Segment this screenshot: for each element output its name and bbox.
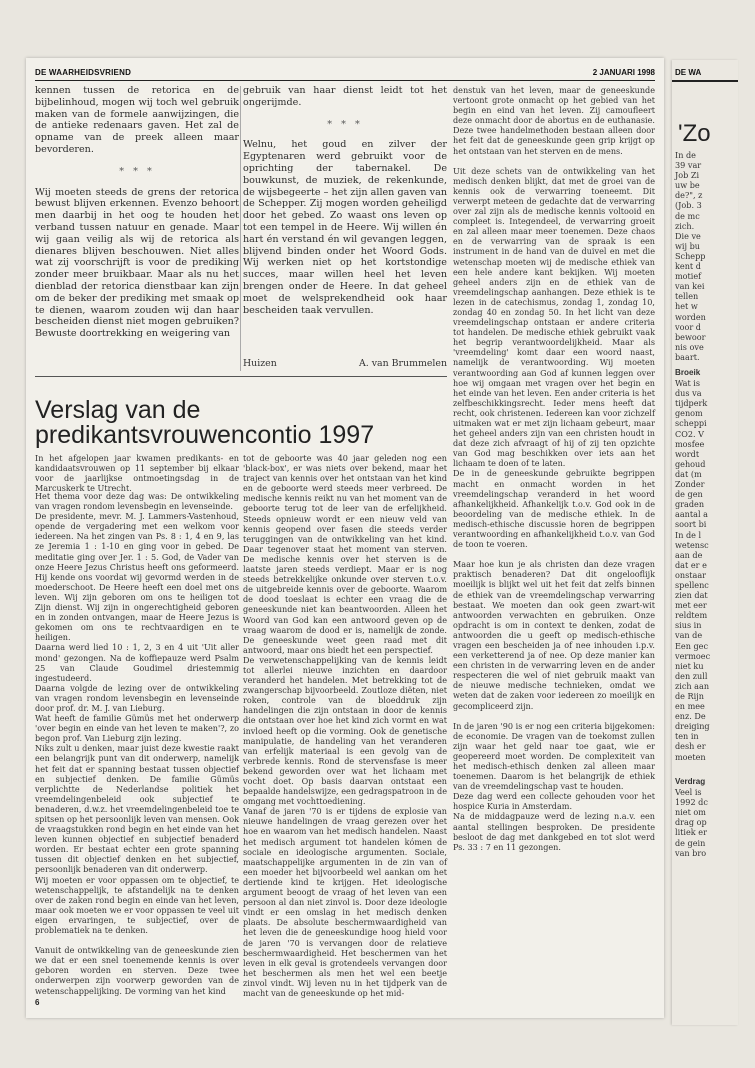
paragraph: Daarna volgde de lezing over de ontwikkeling van vragen rondom levensbegin en levenseinde door prof. dr. M. J. van Lieburg. [35,682,239,713]
text-line: worden [675,311,706,322]
paragraph: Daarna werd lied 10 : 1, 2, 3 en 4 uit 'Uit aller mond' gezongen. Na de koffiepauze werd Psalm 25 van Claude Goudimel driestemmig ingestudeerd. [35,642,239,683]
text-line: desh er [675,741,706,752]
text-line: mosfee [675,438,705,449]
article-column-1 [35,491,239,996]
paragraph: gebruik van haar dienst leidt tot het ongerijmde. [243,85,447,108]
text-line: gehoud [675,458,706,469]
text-line: aan de [675,549,703,560]
section-heading: Broeik [675,368,701,377]
text-line: met eer [675,600,707,611]
text-line: motief [675,271,702,282]
issue-date: 2 JANUARI 1998 [592,68,655,77]
text-line: litiek er [675,827,707,838]
text-line: soort bi [675,519,707,530]
section-heading: Verdrag [675,777,706,786]
text-line: graden [675,499,705,510]
publication-name: DE WAARHEIDSVRIEND [35,68,132,77]
paragraph: Na de middagpauze werd de lezing n.a.v. een aantal stellingen besproken. De presidente besloot de dag met dankgebed en tot slot werd Ps. 33 : 7 en 11 gezongen. [453,811,655,852]
text-line: kent d [675,261,701,272]
column-rule [240,86,241,371]
text-line: (Job. 3 [675,200,702,211]
text-line: ten in [675,731,699,742]
text-line: nis ove [675,341,704,352]
text-line: en mee [675,701,705,712]
text-line: de gen [675,489,703,500]
header-rule [672,80,738,82]
signature-author: A. van Brummelen [359,358,447,369]
text-line: dat (m [675,468,702,479]
text-line: wordt [675,448,700,459]
text-line: onstaar [675,569,707,580]
paragraph: kennen tussen de retorica en de bijbelinhoud, mogen wij toch wel gebruik maken van de formele aanwijzingen, die de antieke redenaars gaven. Het zal de opname van de preek alleen maar bevorderen. [35,85,239,155]
article-column-3 [453,85,655,852]
text-line: dus va [675,388,702,399]
text-line: Een gec [675,640,708,651]
paragraph: De presidente, mevr. M. J. Lammers-Vastenhoud, opende de vergadering met een welkom voor iedereen. Na het zingen van Ps. 8 : 1, 4 en 9, las ze Jeremia 1 : 1-10 en ging voor in gebed. De meditatie ging over Jer. 1 : 5. God, de Vader van onze Heere Jezus Christus heeft ons geformeerd. Hij kende ons voordat wij gevormd werden in de moederschoot. De Heere heeft een doel met ons leven. Wij zijn geboren om ons te heiligen tot Zijn dienst. Wij zijn in ongerechtigheid geboren en in zonden ontvangen, maar de Heere Jezus is gekomen om ons te rechtvaardigen en te heiligen. [35,511,239,643]
text-line: niet om [675,807,706,818]
next-page-title: 'Zo [678,120,711,147]
text-line: de?", z [675,190,703,201]
page-header [35,68,655,81]
paragraph: Niks zult u denken, maar juist deze kwestie raakt een belangrijk punt van dit onderwerp, namelijk het feit dat er spanning bestaat tussen objectief en subjectief denken. De familie Gümüs verplichtte de Nederlandse politiek het vreemdelingenbeleid ook subjectief te benaderen, d.w.z. het vreemdelingenbeleid toe te spitsen op het persoonlijk leven van mensen. Ook de vraagstukken rond begin en het einde van het leven kunnen objectief en subjectief benaderd worden. Er bestaat echter een grote spanning tussen dit objectief denken en het subjectief, persoonlijk benaderen van dit onderwerp. [35,743,239,875]
signature-place: Huizen [243,358,277,369]
text-line: Die ve [675,230,701,241]
text-line: Schepp [675,250,706,261]
text-line: wij bu [675,240,700,251]
text-line: zich aan [675,680,710,691]
next-page-header: DE WA [675,68,702,77]
text-line: Veel is [675,787,702,798]
text-line: enz. De [675,711,706,722]
paragraph: Maar hoe kun je als christen dan deze vragen praktisch benaderen? Dat dit ongelooflijk moeilijk is blijkt wel uit het feit dat zelfs binnen de ethiek van de vreemdelingschap verwarring bestaat. We moeten dan ook geen zwart-wit antwoorden verwachten en gebruiken. Onze opdracht is om in context te denken, zodat de antwoorden die u geeft op medisch-ethische vragen een bescheiden ja of nee inhouden i.p.v. een verketterend ja of nee. Op deze manier kan een christen in de verwarring leven en de ander respecteren die wel of niet gebruik maakt van de nieuwe medische technieken, omdat we weten dat de zaken voor iedereen zo moeilijk en gecompliceerd zijn. [453,559,655,711]
paragraph: Het thema voor deze dag was: De ontwikkeling van vragen rondom levensbegin en levenseinde. [35,491,239,512]
text-line: de mc [675,210,700,221]
text-line: tellen [675,291,699,302]
article-intro: In het afgelopen jaar kwamen predikants- en kandidaatsvrouwen op 11 september bij elkaar voor de jaarlijkse ontmoetingsdag in de Marcuskerk te Utrecht. [35,453,239,493]
section-separator: * * * [327,118,363,130]
paragraph: Wij moeten er voor oppassen om te objectief, te wetenschappelijk, te afstandelijk na te denken over de zaken rond begin en einde van het leven, maar ook moeten we er voor oppassen te veel uit eigen ervaringen, te subjectief, over de problematiek na te denken. [35,874,239,936]
text-line: CO2. V [675,428,704,439]
paragraph: Deze dag werd een collecte gehouden voor het hospice Kuria in Amsterdam. [453,791,655,812]
text-line: de gein [675,837,706,848]
text-line: 39 var [675,160,702,171]
text-line: Job Zi [675,170,700,181]
text-line: uw be [675,180,700,191]
paragraph: Uit deze schets van de ontwikkeling van het medisch denken blijkt, dat met de groei van de kennis ook de verwarring toeneemt. Dit verwerpt meteen de gedachte dat de verwarring over zal zijn als de medische kennis voltooid en compleet is. Integendeel, de verwarring groeit en zal alleen maar meer toenemen. Deze chaos en de verwarring van de spraak is een instrument in de hand van de duivel en met die wetenschap moeten wij de medische ethiek van een hele andere kant bekijken. Wij moeten geheel anders zijn en de ethiek van de vreemdelingschap aanhangen. Deze ethiek is te lezen in de catechismus, zondag 1, zondag 10, zondag 40 en zondag 50. In het licht van deze vreemdelingschap ontstaan er andere criteria tot handelen. De medische ethiek gebruikt vaak het begrip verantwoordelijkheid. Maar als 'vreemdeling' komt daar een woord naast, namelijk de verantwoording. Wij moeten verantwoording aan God af kunnen leggen over hoe wij omgaan met vragen over het begin en het einde van het leven. Een ander criteria is het zelfbeschikkingsrecht. Ieder mens heeft dat recht, ook christenen. Iedereen kan voor zichzelf uitmaken wat er met zijn lichaam gebeurt, maar het geheel anders zijn van een christen houdt in dat deze zich afvraagt of hij of zij ten opzichte van God mag beschikken over iets aan het lichaam te doen of te laten. [453,165,655,469]
text-line: het w [675,301,698,312]
paragraph: tot de geboorte was 40 jaar geleden nog een 'black-box', er was niets over bekend, maar het traject van kennis over het ontstaan van het kind en de geboorte werd steeds meer verbreed. De medische kennis reikt nu van het moment van de geboorte terug tot de leer van de erfelijkheid. Steeds opnieuw wordt er een nieuw veld van kennis geopend over fasen die steeds verder teruggingen van de ontwikkeling van het kind. Daar tegenover staat het moment van sterven. De medische kennis over het sterven is de laatste jaren steeds verdiept. Maar er is nog steeds betrekkelijke onkunde over sterven t.o.v. de uitgebreide kennis over de geboorte. Waarom de dood toeslaat is echter een vraag die de geneeskunde niet kan beantwoorden. Alleen het Woord van God kan een antwoord geven op de vraag waarom de dood er is, namelijk de zonde. De geneeskunde weet geen raad met dit antwoord, maar ons biedt het een perspectief. [243,453,447,655]
text-line: bewoor [675,331,706,342]
paragraph: Wij moeten steeds de grens der retorica bewust blijven erkennen. Evenzo behoort men daarbij in het oog te houden het verband tussen natuur en genade. Maar wij gaan veilig als wij de retorica als dienares blijven beschouwen. Niet alles wat zij voorschrijft is voor de prediking zonder meer bruikbaar. Maar als nu het dienblad der retorica dienstbaar kan zijn om de beker der prediking met smaak op te dienen, waarom zouden wij dan haar bescheiden dienst niet mogen gebruiken? Bewuste doortrekking en weigering van [35,186,239,340]
text-line: Wat is [675,378,701,389]
next-page-text-c [675,776,755,858]
text-line: dat er e [675,559,707,570]
article-divider [35,376,447,377]
paragraph: Vanuit de ontwikkeling van de geneeskunde zien we dat er een snel toenemende kennis is over geboren worden en sterven. Deze twee onderwerpen zijn voorwerp geworden van de wetenschappelijking. De vorming van het kind [35,945,239,996]
top-article-column-1 [35,85,239,363]
paragraph: In de jaren '90 is er nog een criteria bijgekomen: de economie. De vragen van de toekomst zullen zijn waar het geld naar toe gaat, wie er geopereerd moet worden. De complexiteit van het medisch-ethisch denken zal alleen maar toenemen. Daarom is het belangrijk de ethiek van de vreemdelingschap vast te houden. [453,720,655,792]
text-line: sius in [675,620,702,631]
paragraph: Vanaf de jaren '70 is er tijdens de explosie van nieuwe handelingen de vraag gerezen over het hoe en waarom van het medisch handelen. Naast het medisch argument tot handelen kómen de sociale en ideologische argumenten. Sociale, maatschappelijke argumenten in de zin van of een moeder het bijvoorbeeld wel aankan om het dertiende kind te krijgen. Het ideologische argument beoogt de vraag of het leven van een persoon al dan niet zinvol is. Door deze ideologie vindt er een omslag in het medisch denken plaats. De absolute beschermwaardigheid van het leven die de geneeskundige hoog hield voor de jaren '70 is vervangen door de relatieve beschermwaardigheid. Het beschermen van het leven in elk geval is grotendeels vervangen door het beschermen als men het wel een beetje zinvol vindt. Wij leven nu in het tijdperk van de macht van de geneeskunde op het mid- [243,806,447,998]
text-line: de Rijn [675,691,704,701]
text-line: spellenc [675,579,709,590]
text-line: In de l [675,529,702,540]
text-line: zich. [675,220,695,231]
text-line: van bro [675,847,707,858]
paragraph: De in de geneeskunde gebruikte begrippen macht en onmacht worden in het vreemdelingschap veranderd in het woord afhankelijkheid. Afhankelijk t.o.v. God ook in de beoordeling van de medische ethiek. In de medisch-ethische discussie horen de begrippen verantwoording en afhankelijkheid t.o.v. van God de toon te voeren. [453,468,655,550]
page-number: 6 [35,998,40,1007]
article-title: Verslag van de predikantsvrouwencontio 1997 [35,396,375,449]
text-line: drag op [675,817,707,828]
text-line: moeten [675,751,706,762]
text-line: zien dat [675,590,708,601]
article-column-2 [243,453,447,998]
text-line: van de [675,630,703,641]
text-line: baart. [675,351,700,362]
section-separator: * * * [119,165,155,177]
text-line: genom [675,408,703,419]
next-page-text-b [675,367,755,762]
text-line: niet ku [675,660,704,671]
text-line: dreiging [675,721,710,732]
text-line: wetensc [675,539,709,550]
newspaper-page [26,58,664,1018]
paragraph: Wat heeft de familie Gümüs met het onderwerp 'over begin en einde van het leven te maken'?, zo begon prof. Van Lieburg zijn lezing. [35,713,239,744]
text-line: 1992 dc [675,797,708,808]
text-line: vermoec [675,650,711,661]
text-line: reldtem [675,610,708,621]
text-line: In de [675,150,696,160]
paragraph: Welnu, het goud en zilver der Egyptenaren werd gebruikt voor de oprichting der tabernakel. De bouwkunst, de muziek, de rekenkunde, de wijsbegeerte – het zijn allen gaven van de Schepper. Zij mogen worden geheiligd door het gebed. Zo waast ons leven op tot een tempel in de Heere. Wij willen én hart én verstand én wil gevangen leggen, blijvend binden onder het Woord Gods. Wij werken niet op het kortstondige succes, maar willen heel het leven brengen onder de Heere. In dat geheel moet de welsprekendheid ook haar bescheiden taak vervullen. [243,139,447,316]
paragraph: denstuk van het leven, maar de geneeskunde vertoont grote onmacht op het gebied van het begin en eind van het leven. Zij camoufleert deze onmacht door de abortus en de euthanasie. Deze twee handelmethoden bestaan alleen door het feit dat de geneeskunde geen grip krijgt op het ontstaan van het sterven en de mens. [453,85,655,156]
next-page-text-a [675,150,755,362]
text-line: Zonder [675,479,705,490]
text-line: tijdperk [675,398,708,409]
text-line: den zull [675,670,708,681]
text-line: scheppi [675,418,707,429]
text-line: voor d [675,321,701,332]
text-line: van kei [675,281,705,292]
text-line: aantal a [675,509,708,520]
top-article-column-2 [243,85,447,355]
paragraph: De verwetenschappelijking van de kennis leidt tot allerlei nieuwe inzichten en daardoor veranderd het handelen. Met betrekking tot de zwangerschap bijvoorbeeld. Zoutloze diëten, niet roken, controle van de bloeddruk zijn handelingen die zijn ontstaan in door de kennis die ontstaan over hoe het kind zich vormt en wat invloed heeft op die vorming. Ook de genetische manipulatie, de handeling van het veranderen van erfelijk materiaal is een gevolg van de verbrede kennis. Rond de stervensfase is meer bekend geworden over wat het lichaam met vocht doet. Op basis daarvan ontstaat een bepaalde handelswijze, een gedragspatroon in de omgang met vochttoediening. [243,654,447,807]
next-page-edge [672,60,738,1025]
